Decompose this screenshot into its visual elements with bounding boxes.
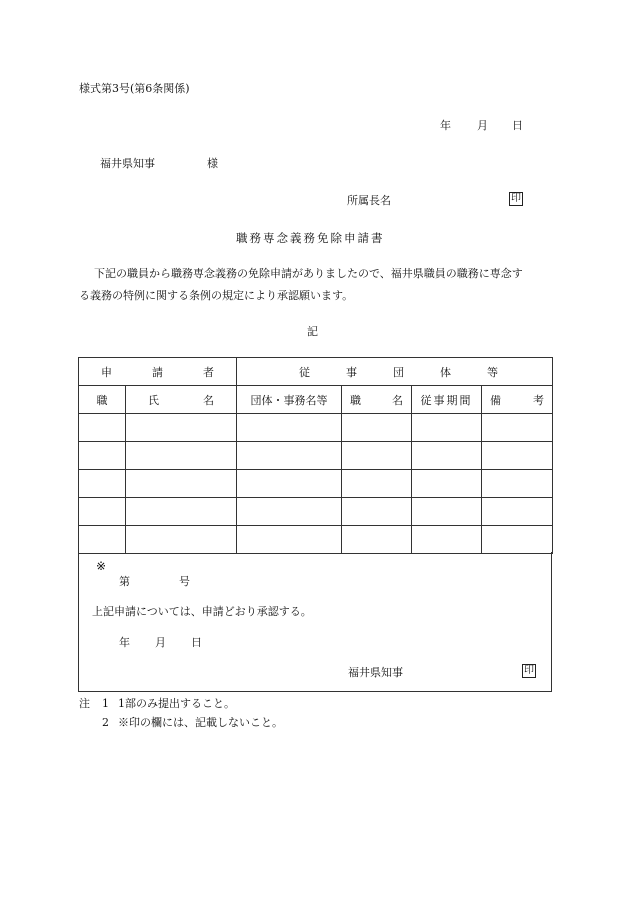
cell-name[interactable] xyxy=(126,414,237,442)
col-header-org-name: 団体・事務名等 xyxy=(237,386,342,414)
cell-org-name[interactable] xyxy=(237,442,342,470)
note-text: ※印の欄には、記載しないこと。 xyxy=(118,716,283,729)
cell-position[interactable] xyxy=(342,442,412,470)
approval-signer: 福井県知事 xyxy=(348,666,403,679)
date-month: 月 xyxy=(477,119,488,132)
table-row xyxy=(79,470,553,498)
cell-name[interactable] xyxy=(126,498,237,526)
body-text-line2: る義務の特例に関する条例の規定により承認願います。 xyxy=(79,289,354,302)
header-char: 事 xyxy=(346,365,357,379)
header-char: 体 xyxy=(440,365,451,379)
cell-remarks[interactable] xyxy=(482,498,553,526)
header-char: 団 xyxy=(393,365,404,379)
cell-org-name[interactable] xyxy=(237,498,342,526)
note-number: 1 xyxy=(102,697,109,710)
col-header-name xyxy=(126,386,237,414)
header-char: 名 xyxy=(392,393,403,407)
col-header-position xyxy=(342,386,412,414)
cell-position[interactable] xyxy=(342,414,412,442)
applicant-label: 所属長名 xyxy=(347,194,391,207)
cell-position[interactable] xyxy=(342,470,412,498)
cell-name[interactable] xyxy=(126,442,237,470)
date-year: 年 xyxy=(440,119,451,132)
cell-org-name[interactable] xyxy=(237,414,342,442)
addressee-name: 福井県知事 xyxy=(100,157,155,170)
approval-seal-stamp: 印 xyxy=(524,665,534,676)
document-title: 職務専念義務免除申請書 xyxy=(236,231,385,245)
org-group-header xyxy=(237,358,553,386)
cell-shoku[interactable] xyxy=(79,526,126,554)
cell-position[interactable] xyxy=(342,526,412,554)
table-row xyxy=(79,442,553,470)
cell-org-name[interactable] xyxy=(237,526,342,554)
notes-label: 注 xyxy=(79,697,90,710)
table-row xyxy=(79,414,553,442)
addressee-honorific: 様 xyxy=(207,157,218,170)
reference-mark: ※ xyxy=(96,559,107,573)
header-char: 請 xyxy=(152,365,163,379)
date-day: 日 xyxy=(512,119,523,132)
cell-name[interactable] xyxy=(126,526,237,554)
cell-position[interactable] xyxy=(342,498,412,526)
applicant-group-header xyxy=(79,358,237,386)
header-char: 等 xyxy=(487,365,498,379)
body-text-line1: 下記の職員から職務専念義務の免除申請がありましたので、福井県職員の職務に専念す xyxy=(94,267,523,280)
cell-period[interactable] xyxy=(412,414,482,442)
cell-shoku[interactable] xyxy=(79,498,126,526)
cell-remarks[interactable] xyxy=(482,470,553,498)
note-text: 1部のみ提出すること。 xyxy=(118,697,235,710)
approval-number-dai: 第 xyxy=(119,575,130,588)
cell-shoku[interactable] xyxy=(79,442,126,470)
cell-name[interactable] xyxy=(126,470,237,498)
form-number: 様式第3号(第6条関係) xyxy=(79,82,190,95)
approval-date-year: 年 xyxy=(119,636,130,649)
approval-box xyxy=(78,552,552,692)
cell-remarks[interactable] xyxy=(482,442,553,470)
cell-org-name[interactable] xyxy=(237,470,342,498)
approval-date-day: 日 xyxy=(191,636,202,649)
cell-remarks[interactable] xyxy=(482,414,553,442)
cell-remarks[interactable] xyxy=(482,526,553,554)
col-header-period: 従事期間 xyxy=(412,386,482,414)
cell-period[interactable] xyxy=(412,498,482,526)
header-char: 備 xyxy=(490,393,501,407)
note-number: 2 xyxy=(102,716,109,729)
ki-heading: 記 xyxy=(307,325,318,338)
table-row xyxy=(79,498,553,526)
approval-statement: 上記申請については、申請どおり承認する。 xyxy=(92,605,312,618)
seal-stamp: 印 xyxy=(511,193,521,204)
header-char: 申 xyxy=(101,365,112,379)
header-char: 者 xyxy=(203,365,214,379)
table-row xyxy=(79,526,553,554)
header-char: 従 xyxy=(299,365,310,379)
application-table xyxy=(78,357,553,554)
cell-shoku[interactable] xyxy=(79,470,126,498)
header-group-row xyxy=(79,358,553,386)
col-header-remarks xyxy=(482,386,553,414)
cell-period[interactable] xyxy=(412,526,482,554)
approval-number-go: 号 xyxy=(179,575,190,588)
cell-period[interactable] xyxy=(412,442,482,470)
cell-shoku[interactable] xyxy=(79,414,126,442)
header-column-row xyxy=(79,386,553,414)
header-char: 氏 xyxy=(148,393,159,407)
header-char: 名 xyxy=(203,393,214,407)
cell-period[interactable] xyxy=(412,470,482,498)
header-char: 職 xyxy=(350,393,361,407)
approval-date-month: 月 xyxy=(155,636,166,649)
col-header-shoku: 職 xyxy=(79,386,126,414)
header-char: 考 xyxy=(533,393,544,407)
